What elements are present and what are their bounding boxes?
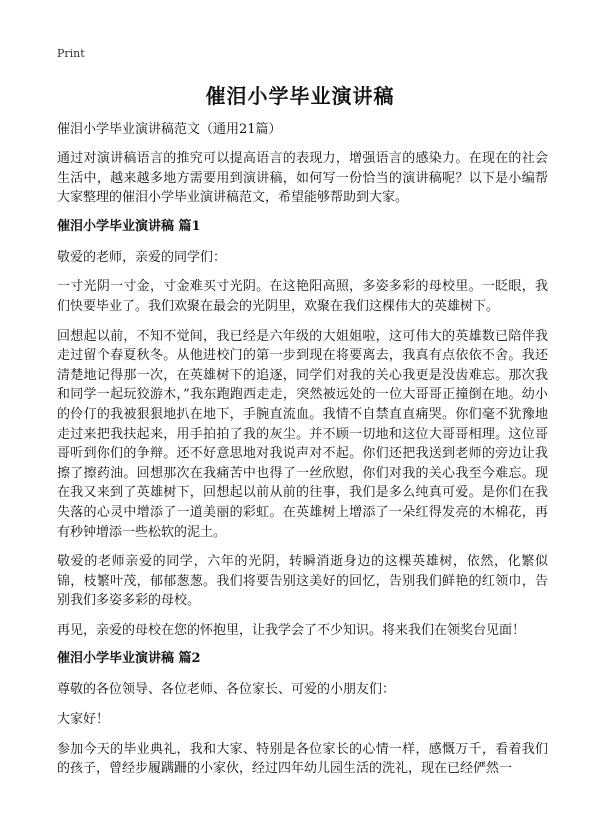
paragraph: 敬爱的老师，亲爱的同学们： xyxy=(57,249,227,265)
print-label[interactable]: Print xyxy=(57,47,85,60)
section-heading: 催泪小学毕业演讲稿 篇1 xyxy=(57,218,201,234)
section-2 xyxy=(57,650,548,778)
paragraph: 大家好！ xyxy=(57,712,110,728)
intro-paragraph: 通过对演讲稿语言的推究可以提高语言的表现力，增强语言的感染力。在现在的社会生活中，越来越多地方需要用到演讲稿，如何写一份恰当的演讲稿呢？以下是小编帮大家整理的催泪小学毕业演讲稿范文，希望能够帮助到大家。 xyxy=(57,151,548,206)
document-title: 催泪小学毕业演讲稿 xyxy=(205,84,395,108)
paragraph: 尊敬的各位领导、各位老师、各位家长、可爱的小朋友们： xyxy=(57,682,396,698)
section-heading: 催泪小学毕业演讲稿 篇2 xyxy=(57,651,201,667)
paragraph: 回想起以前，不知不觉间，我已经是六年级的大姐姐啦，这可伟大的英雄数已陪伴我走过留个春夏秋冬。从他进校门的第一步到现在将要离去，我真有点依依不舍。我还清楚地记得那一次，在英雄树下的追逐，同学们对我的关心我更是没齿难忘。那次我和同学一起玩狡游木，”我东跑跑西走走，突然被远处的一位大哥哥正撞倒在地。幼小的伶仃的我被狠狠地扒在地下，手腕直流血。我情不自禁直直痛哭。你们毫不犹豫地走过来把我扶起来，用手拍拍了我的灰尘。并不顾一切地和这位大哥哥相理。这位哥哥听到你们的争辩。还不好意思地对我说声对不起。你们还把我送到老师的旁边让我擦了擦药油。回想那次在我痛苦中也得了一丝欣慰，你们对我的关心我至今难忘。现在我又来到了英雄树下，回想起以前从前的往事，我们是多么纯真可爱。是你们在我失落的心灵中增添了一道美丽的彩虹。在英雄树上增添了一朵红得发亮的木棉花，再有秒钟增添一些松软的泥土。 xyxy=(57,328,548,540)
document-body xyxy=(57,121,548,789)
paragraph: 再见，亲爱的母校在您的怀抱里，让我学会了不少知识。将来我们在领奖台见面！ xyxy=(57,622,526,638)
paragraph: 敬爱的老师亲爱的同学，六年的光阴，转瞬消逝身边的这棵英雄树，依然，化繁似锦，枝繁叶茂，郁郁葱葱。我们将要告别这美好的回忆，告别我们鲜艳的红领巾，告别我们多姿多彩的母校。 xyxy=(57,554,548,609)
paragraph: 参加今天的毕业典礼，我和大家、特别是各位家长的心情一样，感慨万千，看着我们的孩子，曾经步履蹒跚的小家伙，经过四年幼儿园生活的洗礼，现在已经俨然一 xyxy=(57,741,548,777)
section-1 xyxy=(57,218,548,641)
paragraph: 一寸光阴一寸金，寸金难买寸光阴。在这艳阳高照，多姿多彩的母校里。一眨眼，我们快要毕业了。我们欢聚在最会的光阴里，欢聚在我们这棵伟大的英雄树下。 xyxy=(57,279,548,314)
document-subtitle: 催泪小学毕业演讲稿范文（通用21篇） xyxy=(57,122,282,137)
